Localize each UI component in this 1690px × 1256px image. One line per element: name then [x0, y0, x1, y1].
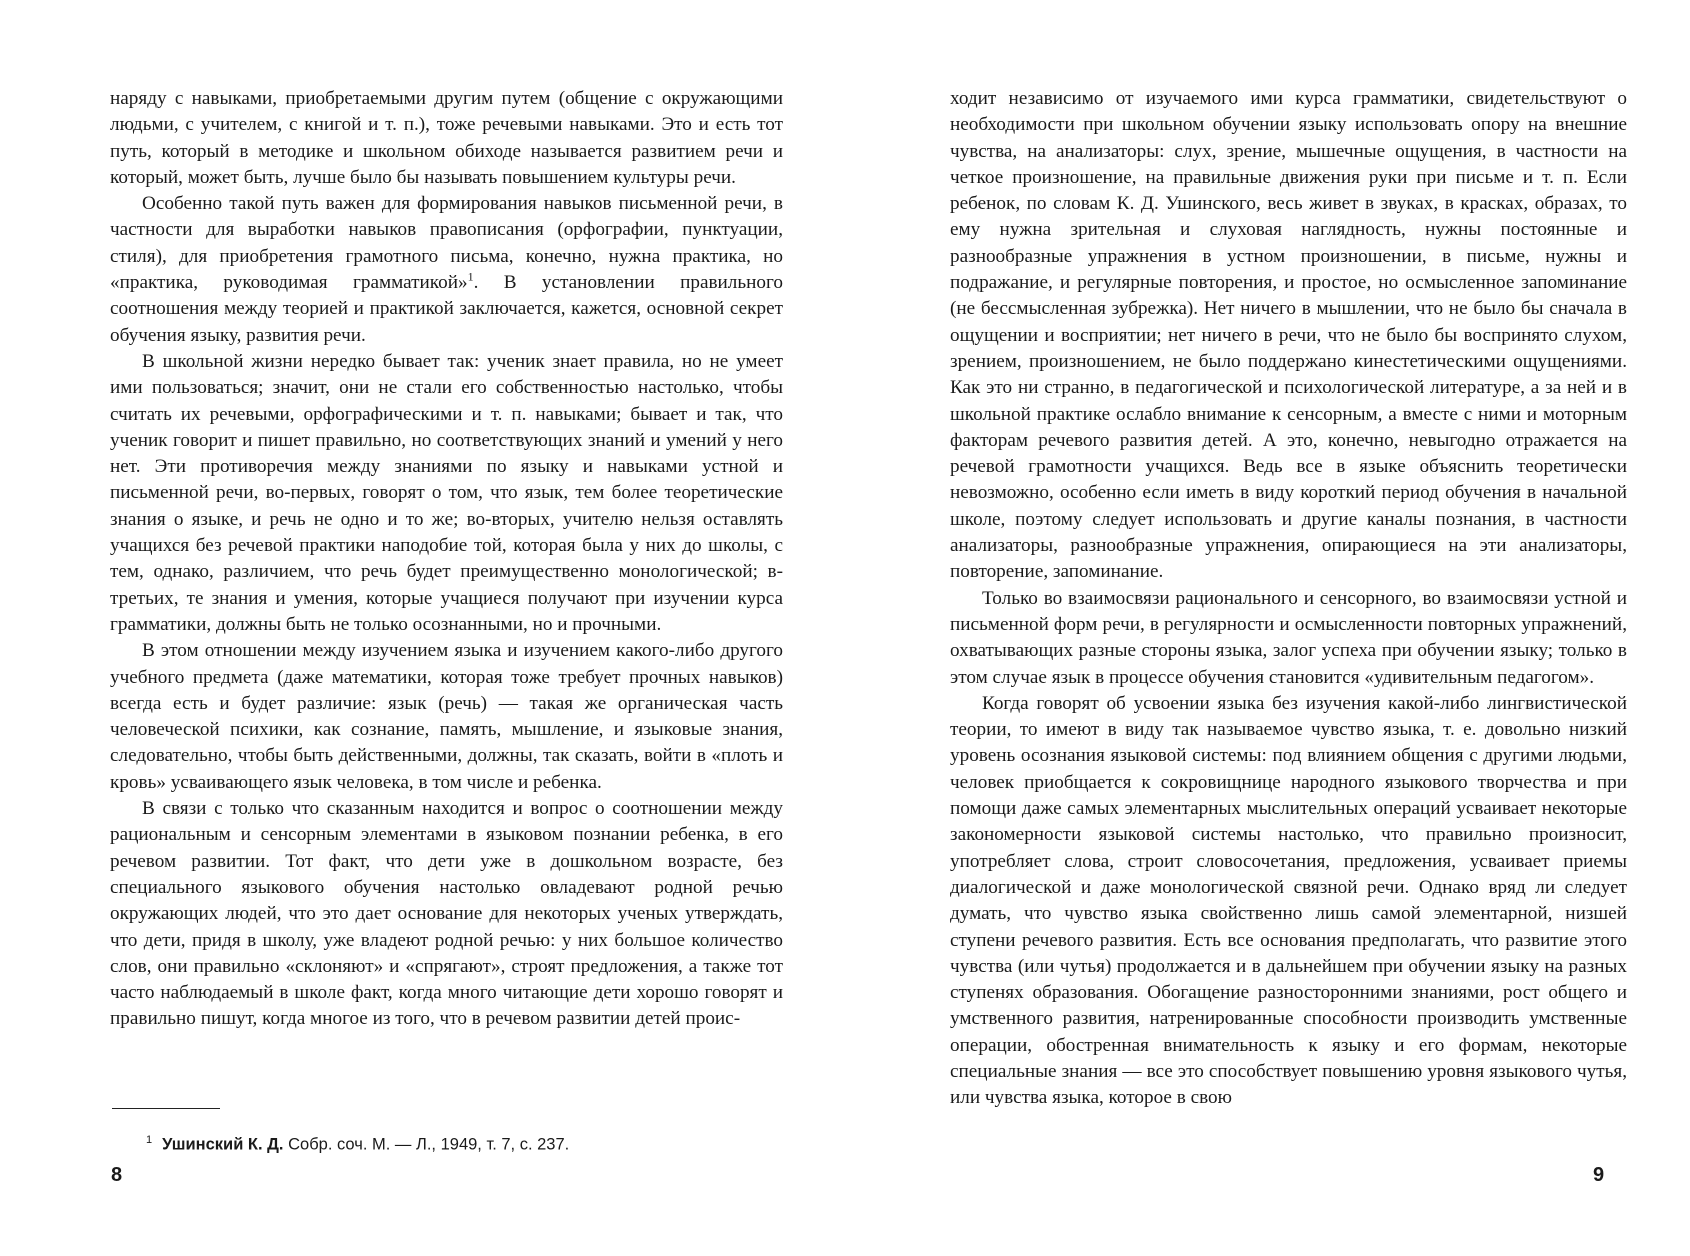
- paragraph: ходит независимо от изучаемого ими курса грамматики, свидетельствуют о необходимости при школьном обучении языку использовать опору на внешние чувства, на анализаторы: слух, зрение, мышечные ощущения, в частности на четкое произношение, на правильные движения руки при письме и т. п. Если ребенок, по словам К. Д. Ушинского, весь живет в звуках, в красках, образах, то ему нужна зрительная и слуховая наглядность, нужны постоянные и разнообразные упражнения в устном произношении, в письме, нужны и подражание, и регулярные повторения, и простое, но осмысленное запоминание (не бессмысленная зубрежка). Нет ничего в мышлении, что не было бы сначала в ощущении и восприятии; нет ничего в речи, что не было бы воспринято слухом, зрением, произношением, не было поддержано кинестетическими ощущениями. Как это ни странно, в педагогической и психологической литературе, а за ней и в школьной практике ослабло внимание к сенсорным, а вместе с ними и моторным факторам речевого развития детей. А это, конечно, невыгодно отражается на речевой грамотности учащихся. Ведь все в языке объяснить теоретически невозможно, особенно если иметь в виду короткий период обучения в начальной школе, поэтому следует использовать и другие каналы познания, в частности анализаторы, разнообразные упражнения, опирающиеся на эти анализаторы, повторение, запоминание.: [950, 88, 1627, 583]
- paragraph-text: . В установлении правильного соотношения между теорией и практикой заключается, кажется, основной секрет обучения языку, развития речи.: [110, 272, 783, 346]
- paragraph: Когда говорят об усвоении языка без изучения какой-либо лингвистической теории, то имеют в виду так называемое чувство языка, т. е. довольно низкий уровень осознания языковой системы: под влиянием общения с другими людьми, человек приобщается к сокровищнице народного языкового творчества и при помощи даже самых элементарных мыслительных операций усваивает некоторые закономерности языковой системы настолько, что правильно произносит, употребляет слова, строит словосочетания, предложения, усваивает приемы диалогической и даже монологической связной речи. Однако вряд ли следует думать, что чувство языка свойственно лишь самой элементарной, низшей ступени речевого развития. Есть все основания предполагать, что развитие этого чувства (или чутья) продолжается и в дальнейшем при обучении языку на разных ступенях образования. Обогащение разносторонними знаниями, рост общего и умственного развития, натренированные способности производить умственные операции, обостренная внимательность к языку и его формам, некоторые специальные знания — все это способствует повышению уровня языкового чутья, или чувства языка, которое в свою: [950, 692, 1627, 1109]
- paragraph: В связи с только что сказанным находится и вопрос о соотношении между рациональным и сенсорным элементами в языковом познании ребенка, в его речевом развитии. Тот факт, что дети уже в дошкольном возрасте, без специального языкового обучения настолько овладевают родной речью окружающих людей, что это дает основание для некоторых ученых утверждать, что дети, придя в школу, уже владеют родной речью: у них большое количество слов, они правильно «склоняют» и «спрягают», строят предложения, а также тот часто наблюдаемый в школе факт, когда много читающие дети хорошо говорят и правильно пишут, когда многое из того, что в речевом развитии детей проис-: [110, 798, 783, 1030]
- right-page: [845, 0, 1690, 1256]
- footnote-author: Ушинский К. Д.: [162, 1135, 284, 1154]
- paragraph: [110, 191, 783, 349]
- right-page-text: [950, 86, 1627, 1112]
- footnote-divider: [112, 1108, 220, 1109]
- page-number: 9: [1593, 1164, 1605, 1186]
- footnote-mark: 1: [146, 1134, 153, 1146]
- footnote-text: Собр. соч. М. — Л., 1949, т. 7, с. 237.: [288, 1135, 570, 1154]
- footnote: [146, 1130, 569, 1155]
- left-page-text: [110, 86, 783, 1033]
- paragraph: В этом отношении между изучением языка и изучением какого-либо другого учебного предмета (даже математики, которая тоже требует прочных навыков) всегда есть и будет различие: язык (речь) — такая же органическая часть человеческой психики, как сознание, память, мышление, и языковые знания, следовательно, чтобы быть действенными, должны, так сказать, войти в «плоть и кровь» усваивающего язык человека, в том числе и ребенка.: [110, 640, 783, 793]
- paragraph: Только во взаимосвязи рационального и сенсорного, во взаимосвязи устной и письменной форм речи, в регулярности и осмысленности повторных упражнений, охватывающих разные стороны языка, залог успеха при обучении языку; только в этом случае язык в процессе обучения становится «удивительным педагогом».: [950, 587, 1627, 688]
- paragraph: наряду с навыками, приобретаемыми другим путем (общение с окружающими людьми, с учителем, с книгой и т. п.), тоже речевыми навыками. Это и есть тот путь, который в методике и школьном обиходе называется развитием речи и который, может быть, лучше было бы называть повышением культуры речи.: [110, 88, 783, 188]
- footnote-reference[interactable]: 1: [467, 269, 474, 284]
- page-number: 8: [111, 1164, 123, 1186]
- paragraph-text: Особенно такой путь важен для формирования навыков письменной речи, в частности для выработки навыков правописания (орфографии, пунктуации, стиля), для приобретения грамотного письма, конечно, нужна практика, но «практика, руководимая грамматикой»: [110, 193, 783, 294]
- paragraph: В школьной жизни нередко бывает так: ученик знает правила, но не умеет ими пользоваться; значит, они не стали его собственностью настолько, чтобы считать их речевыми, орфографическими и т. п. навыками; бывает и так, что ученик говорит и пишет правильно, но соответствующих знаний и умений у него нет. Эти противоречия между знаниями по языку и навыками устной и письменной речи, во-первых, говорят о том, что язык, тем более теоретические знания о языке, и речь не одно и то же; во-вторых, учителю нельзя оставлять учащихся без речевой практики наподобие той, которая была у них до школы, с тем, однако, различием, что речь будет преимущественно монологической; в-третьих, те знания и умения, которые учащиеся получают при изучении курса грамматики, должны быть не только осознанными, но и прочными.: [110, 350, 783, 635]
